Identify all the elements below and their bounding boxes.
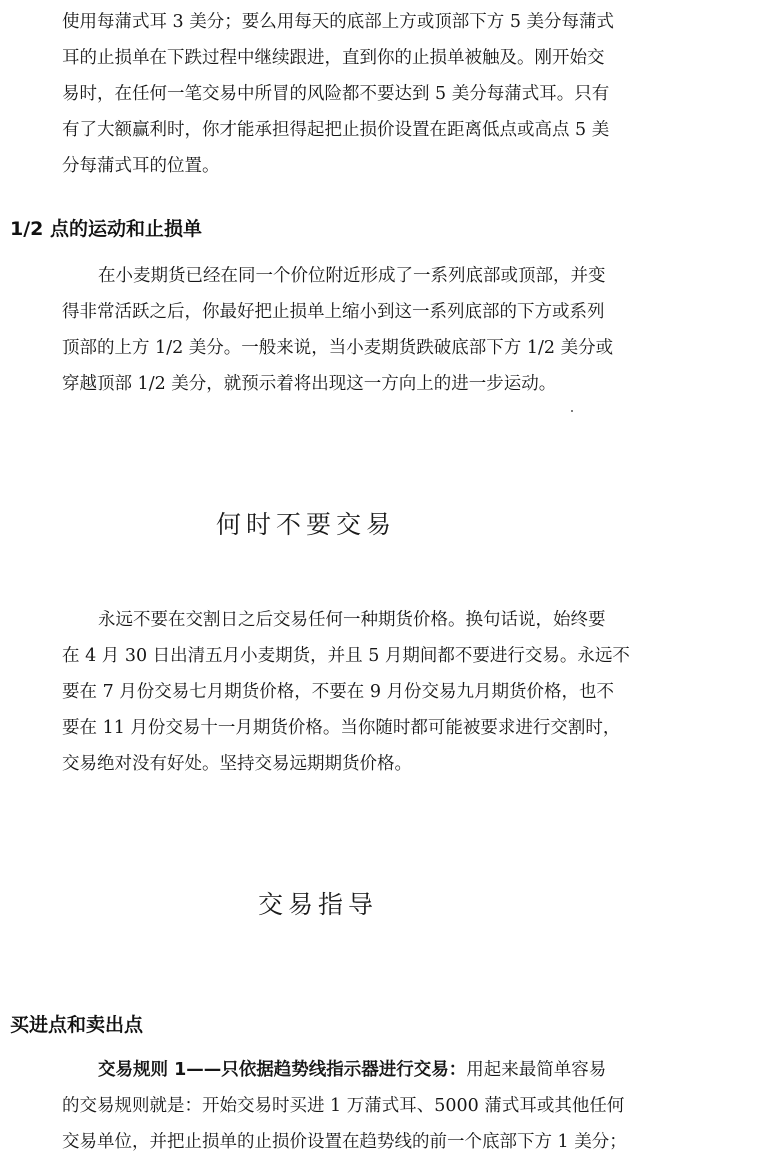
half-point-line-2: 得非常活跃之后，你最好把止损单上缩小到这一系列底部的下方或系列 <box>62 302 605 322</box>
half-point-heading: 1/2 点的运动和止损单 <box>10 218 202 240</box>
when-not-line-1: 永远不要在交割日之后交易任何一种期货价格。换句话说，始终要 <box>98 610 606 630</box>
intro-line-1: 使用每蒲式耳 3 美分；要么用每天的底部上方或顶部下方 5 美分每蒲式 <box>62 12 615 32</box>
when-not-to-trade-title: 何时不要交易 <box>216 510 397 539</box>
entry-exit-line-3: 交易单位，并把止损单的止损价设置在趋势线的前一个底部下方 1 美分； <box>62 1132 627 1152</box>
when-not-line-2: 在 4 月 30 日出清五月小麦期货，并且 5 月期间都不要进行交易。永远不 <box>62 646 630 666</box>
intro-line-2: 耳的止损单在下跌过程中继续跟进，直到你的止损单被触及。刚开始交 <box>62 48 605 68</box>
when-not-line-3: 要在 7 月份交易七月期货价格，不要在 9 月份交易九月期货价格，也不 <box>62 682 615 702</box>
when-not-line-5: 交易绝对没有好处。坚持交易远期期货价格。 <box>62 754 412 774</box>
trading-rule-1-text: 用起来最简单容易 <box>466 1060 607 1080</box>
entry-exit-line-1 <box>98 1062 606 1080</box>
entry-exit-heading: 买进点和卖出点 <box>10 1014 144 1036</box>
half-point-line-1: 在小麦期货已经在同一个价位附近形成了一系列底部或顶部，并变 <box>98 266 606 286</box>
intro-line-5: 分每蒲式耳的位置。 <box>62 156 220 176</box>
trading-guide-title: 交易指导 <box>258 890 379 919</box>
half-point-line-3: 顶部的上方 1/2 美分。一般来说，当小麦期货跌破底部下方 1/2 美分或 <box>62 338 614 358</box>
entry-exit-line-2: 的交易规则就是：开始交易时买进 1 万蒲式耳、5000 蒲式耳或其他任何 <box>62 1096 625 1116</box>
half-point-line-4: 穿越顶部 1/2 美分，就预示着将出现这一方向上的进一步运动。 <box>62 374 557 394</box>
scan-speck <box>571 410 573 412</box>
when-not-line-4: 要在 11 月份交易十一月期货价格。当你随时都可能被要求进行交割时， <box>62 718 621 738</box>
trading-rule-1-lead: 交易规则 1——只依据趋势线指示器进行交易： <box>98 1060 467 1080</box>
intro-line-4: 有了大额赢利时，你才能承担得起把止损价设置在距离低点或高点 5 美 <box>62 120 610 140</box>
intro-line-3: 易时，在任何一笔交易中所冒的风险都不要达到 5 美分每蒲式耳。只有 <box>62 84 610 104</box>
